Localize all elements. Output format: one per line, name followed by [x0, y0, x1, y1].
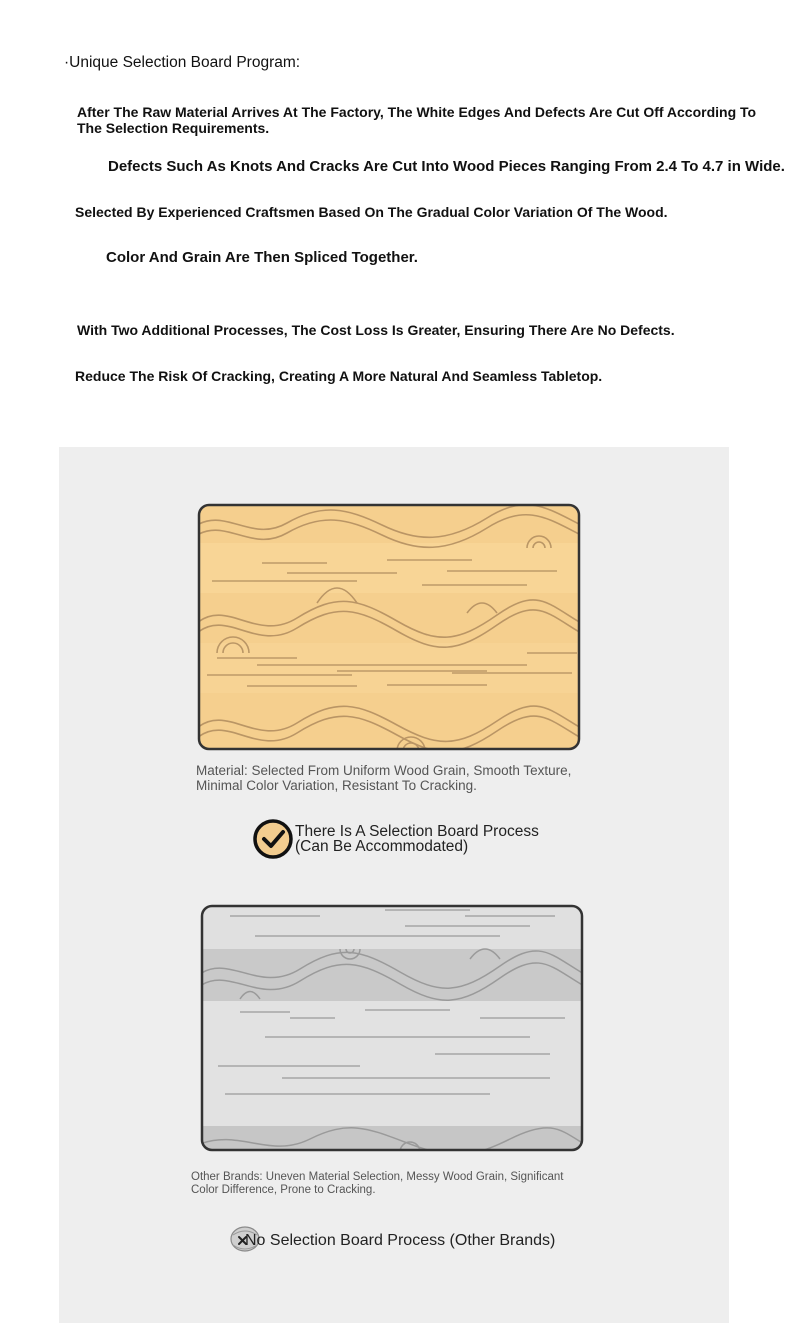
check-circle-icon [252, 818, 294, 860]
other-brand-wood-board-image [200, 904, 584, 1152]
section-heading: ·Unique Selection Board Program: [64, 54, 301, 71]
selected-wood-board-image [197, 503, 581, 751]
process-step-text: Reduce The Risk Of Cracking, Creating A More Natural And Seamless Tabletop. [75, 368, 603, 384]
process-step-text: Selected By Experienced Craftsmen Based On The Gradual Color Variation Of The Wood. [75, 204, 668, 220]
process-step-text: With Two Additional Processes, The Cost Loss Is Greater, Ensuring There Are No Defects. [77, 322, 675, 338]
process-step-text: Defects Such As Knots And Cracks Are Cut Into Wood Pieces Ranging From 2.4 To 4.7 in Wide. [108, 158, 785, 175]
process-step-text: After The Raw Material Arrives At The Factory, The White Edges And Defects Are Cut Off According To The Selection Requirements. [77, 104, 757, 136]
no-selection-process-label: No Selection Board Process (Other Brands) [245, 1232, 556, 1249]
selection-process-label: There Is A Selection Board Process (Can Be Accommodated) [295, 823, 539, 855]
other-brand-caption: Other Brands: Uneven Material Selection, Messy Wood Grain, Significant Color Difference, Prone to Cracking. [191, 1171, 564, 1196]
selected-wood-caption: Material: Selected From Uniform Wood Grain, Smooth Texture, Minimal Color Variation, Resistant To Cracking. [196, 763, 572, 793]
process-step-text: Color And Grain Are Then Spliced Together. [106, 249, 418, 266]
